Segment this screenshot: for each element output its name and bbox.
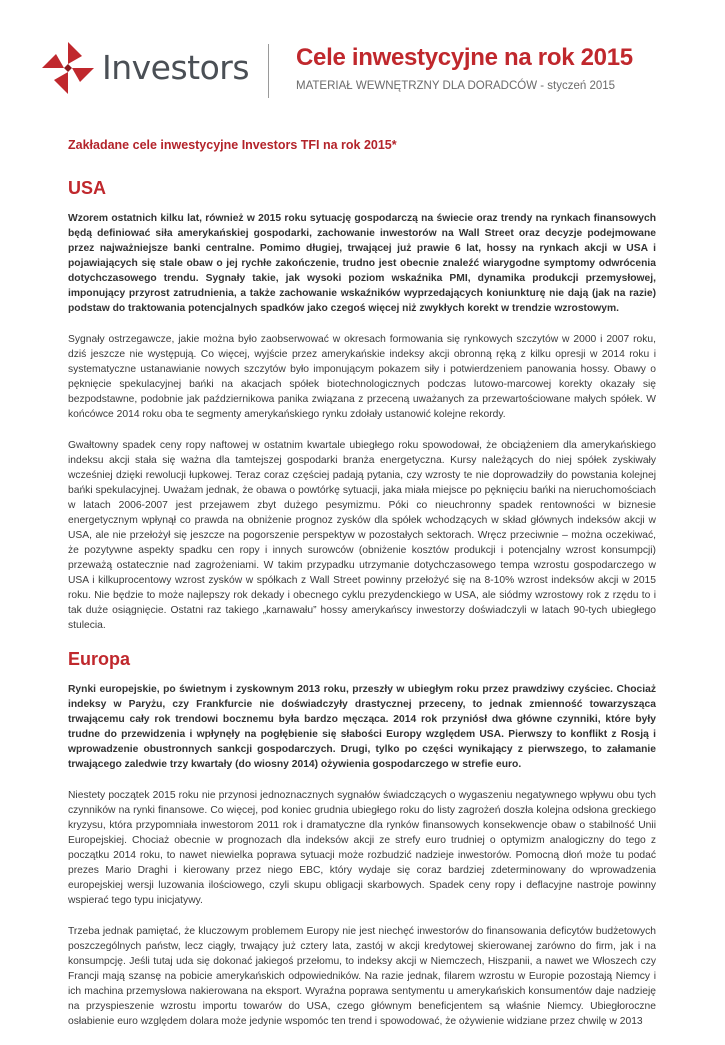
document-body bbox=[68, 130, 656, 1045]
usa-paragraph: Gwałtowny spadek ceny ropy naftowej w ostatnim kwartale ubiegłego roku spowodował, że obciążeniem dla amerykańskiego indeksu akcji stała się ważna dla tamtejszej gospodarki branża energetyczna. Kursy należących do niej spółek zyskiwały wcześniej dzięki rewolucji łupkowej. Teraz coraz częściej padają pytania, czy wzrosty te nie doprowadziły do powstania kolejnej bańki spekulacyjnej. Uważam jednak, że obawa o powtórkę sytuacji, jaka miała miejsce po pęknięciu bańki na nieruchomościach w latach 2006-2007 jest przejawem zbyt dużego pesymizmu. Póki co nieuchronny spadek rentowności w biznesie energetycznym wpłynął co prawda na obniżenie prognoz zysków dla spółek wchodzących w skład głównych indeksów akcji w USA, ale nie przełożył się jeszcze na pogorszenie perspektyw w pozostałych sektorach. Wręcz przeciwnie – można oczekiwać, że pozytywne aspekty spadku cen ropy i innych surowców (obniżenie kosztów produkcji i potencjalny wzrost konsumpcji) przeważą ostatecznie nad zagrożeniami. W takim przypadku utrzymanie dotychczasowego tempa wzrostu gospodarczego w USA i kilkuprocentowy wzrost zysków w spółkach z Wall Street powinny przełożyć się na 8-10% wzrost indeksów akcji w 2015 roku. Nie będzie to może najlepszy rok dekady i obecnego cyklu prezydenckiego w USA, ale siódmy wzrostowy rok z rzędu to i tak duże osiągnięcie. Ostatni raz takiego „karnawału” hossy amerykańscy inwestorzy doświadczyli w latach 90-tych ubiegłego stulecia. bbox=[68, 440, 656, 631]
logo-text: Investors bbox=[102, 48, 250, 87]
document-subtitle: MATERIAŁ WEWNĘTRZNY DLA DORADCÓW - styczeń 2015 bbox=[296, 80, 616, 92]
investors-logo[interactable] bbox=[40, 40, 250, 100]
document-title: Cele inwestycyjne na rok 2015 bbox=[296, 44, 633, 71]
usa-lead-paragraph: Wzorem ostatnich kilku lat, również w 2015 roku sytuację gospodarczą na świecie oraz trendy na rynkach finansowych będą definiować siła amerykańskiej gospodarki, zachowanie inwestorów na Wall Street oraz decyzje podejmowane przez najważniejsze banki centralne. Pomimo długiej, trwającej już prawie 6 lat, hossy na rynkach akcji w USA i pojawiających się stale obaw o jej rychłe zakończenie, trudno jest obecnie znaleźć wiarygodne symptomy odwrócenia dotychczasowego trendu. Sygnały takie, jak wysoki poziom wskaźnika PMI, dynamika produkcji przemysłowej, imponujący przyrost zatrudnienia, a także zachowanie wskaźników wyprzedających koniunkturę nie dają (jak na razie) podstaw do traktowania potencjalnych spadków jako czegoś więcej niż zwykłych korekt w trendzie wzrostowym. bbox=[68, 213, 656, 314]
europe-lead-paragraph: Rynki europejskie, po świetnym i zyskownym 2013 roku, przeszły w ubiegłym roku przez prawdziwy czyściec. Chociaż indeksy w Paryżu, czy Frankfurcie nie doświadczyły drastycznej przeceny, to jednak zmienność towarzysząca trwającemu cały rok trendowi bocznemu była bardzo męcząca. 2014 rok przyniósł dwa główne czynniki, które były trudne do przewidzenia i wpłynęły na pogłębienie się słabości Europy względem USA. Pierwszy to konflikt z Rosją i wprowadzenie obustronnych sankcji gospodarczych. Drugi, tylko po części wynikający z pierwszego, to załamanie trwającego zaledwie trzy kwartały (do wiosny 2014) ożywienia gospodarczego w strefie euro. bbox=[68, 684, 656, 770]
section-heading-europe: Europa bbox=[68, 649, 131, 669]
europe-paragraph: Niestety początek 2015 roku nie przynosi jednoznacznych sygnałów świadczących o wygaszeniu negatywnego wpływu obu tych czynników na rynki finansowe. Co więcej, pod koniec grudnia ubiegłego roku do listy zagrożeń doszła kolejna odsłona greckiego kryzysu, która przypomniała inwestorom 2011 rok i dramatyczne dla rynków finansowych konsekwencje obaw o stabilność Unii Europejskiej. Chociaż obecnie w prognozach dla indeksów akcji ze strefy euro trudniej o optymizm analogiczny do tego z początku 2014 roku, to nawet niewielka poprawa sytuacji może rozbudzić nadzieje inwestorów. Pomocną dłoń może tu podać prezes Mario Draghi i kierowany przez niego EBC, który wydaje się coraz bardziej zdeterminowany do wprowadzenia europejskiej wersji luzowania ilościowego, czyli skupu obligacji skarbowych. Spadek ceny ropy i deflacyjne nastroje powinny wspierać tego typu inicjatywy. bbox=[68, 790, 656, 906]
usa-paragraph: Sygnały ostrzegawcze, jakie można było zaobserwować w okresach formowania się rynkowych szczytów w 2000 i 2007 roku, dziś jeszcze nie występują. Co więcej, wyjście przez amerykańskie indeksy akcji obronną ręką z kilku opresji w 2014 roku i systematyczne ustanawianie nowych szczytów było imponującym pokazem siły i potwierdzeniem panowania hossy. Obawy o pęknięcie spekulacyjnej bańki na akacjach spółek biotechnologicznych podczas lutowo-marcowej korekty okazały się bezpodstawne, podobnie jak październikowa panika związana z przeceną uważanych za przewartościowane małych spółek. W końcówce 2014 roku oba te segmenty amerykańskiego rynku zdołały ustanowić kolejne rekordy. bbox=[68, 334, 656, 420]
section-heading-usa: USA bbox=[68, 178, 107, 198]
europe-paragraph: Trzeba jednak pamiętać, że kluczowym problemem Europy nie jest niechęć inwestorów do finansowania deficytów budżetowych poszczególnych państw, lecz ciągły, trwający już cztery lata, zastój w akcji kredytowej skierowanej zarówno do firm, jak i na konsumpcję. Jeśli tutaj uda się dokonać jakiegoś przełomu, to indeksy akcji w Niemczech, Hiszpanii, a nawet we Włoszech czy Francji mają szansę na pobicie amerykańskich odpowiedników. Na razie jednak, filarem wzrostu w Europie pozostają Niemcy i ich machina przemysłowa nakierowana na eksport. Wyraźna poprawa sentymentu u amerykańskich konsumentów daje nadzieję na przyspieszenie wzrostu importu towarów do USA, czego głównym beneficjentem są właśnie Niemcy. Ubiegłoroczne osłabienie euro względem dolara może jedynie wspomóc ten trend i spowodować, że ożywienie widziane przez chwilę w 2013 bbox=[68, 926, 656, 1027]
logo-mark-icon bbox=[40, 40, 96, 96]
intro-heading: Zakładane cele inwestycyjne Investors TFI na rok 2015* bbox=[68, 138, 397, 152]
header-divider bbox=[268, 44, 269, 98]
